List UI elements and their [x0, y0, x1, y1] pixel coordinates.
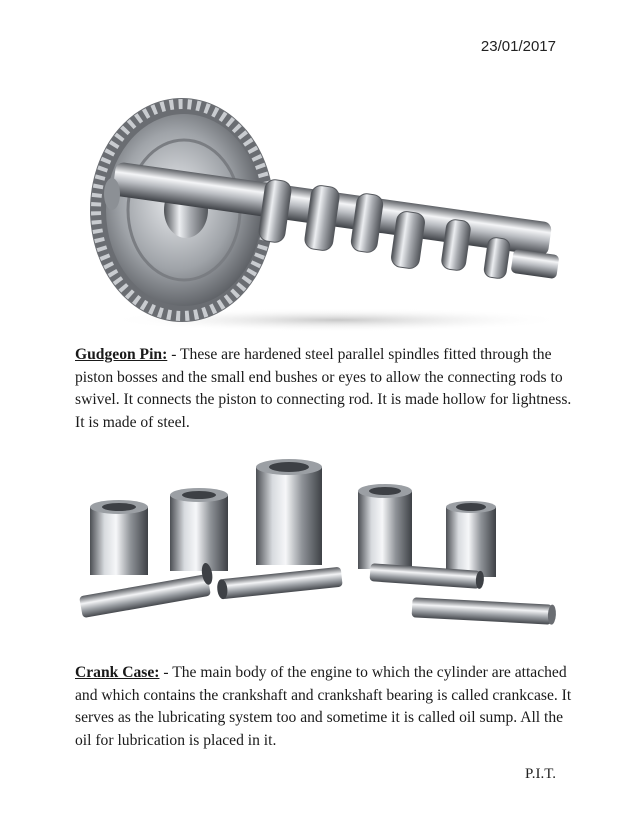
gudgeon-pins-figure: [72, 455, 562, 640]
term-crank-case: Crank Case:: [75, 664, 160, 681]
term-separator: -: [167, 346, 181, 363]
camshaft-figure: [72, 92, 562, 337]
gudgeon-pin-paragraph: [75, 344, 575, 434]
gudgeon-pin-description: These are hardened steel parallel spindles fitted through the piston bosses and the small end bushes or eyes to allow the connecting rods to swivel. It connects the piston to connecting rod. It is made hollow for lightness. It is made of steel.: [75, 346, 572, 431]
page-footer: P.I.T.: [525, 766, 556, 782]
page-date: 23/01/2017: [480, 38, 556, 55]
crank-case-description: The main body of the engine to which the cylinder are attached and which contains the crankshaft and crankshaft bearing is called crankcase. It serves as the lubricating system too and sometime it is called oil sump. All the oil for lubrication is placed in it.: [75, 664, 572, 749]
term-separator: -: [159, 664, 173, 681]
term-gudgeon-pin: Gudgeon Pin:: [75, 346, 168, 363]
crank-case-paragraph: [75, 662, 575, 752]
